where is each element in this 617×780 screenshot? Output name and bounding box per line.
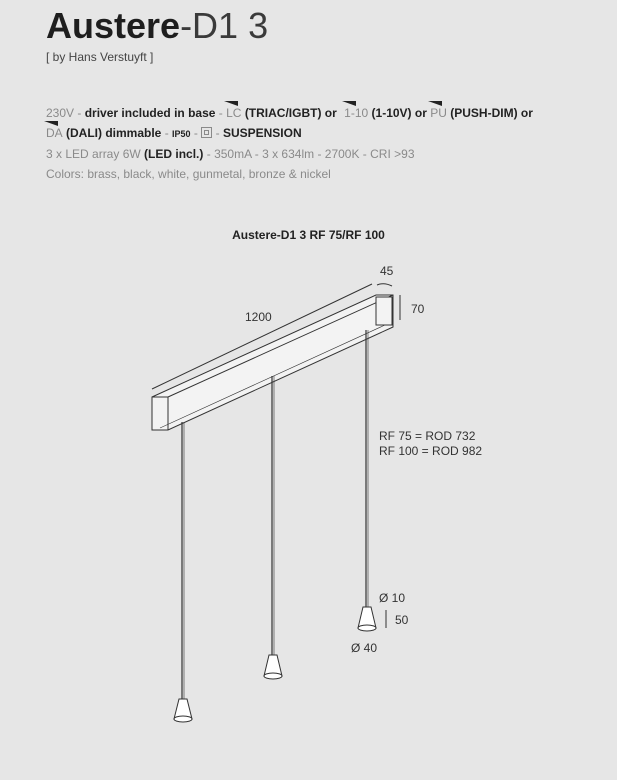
designer-byline: [ by Hans Verstuyft ] bbox=[46, 50, 154, 64]
dim-pu-symbol: PU bbox=[430, 106, 447, 120]
dim-da-symbol: DA bbox=[46, 126, 63, 140]
driver-text: driver included in base bbox=[84, 106, 216, 120]
dim-height: 70 bbox=[411, 302, 425, 316]
voltage: 230V bbox=[46, 106, 75, 120]
dim-110-symbol: 1-10 bbox=[344, 106, 368, 120]
led-included: (LED incl.) bbox=[144, 147, 204, 161]
dim-length: 1200 bbox=[245, 310, 272, 324]
dim-diameter-top: Ø 10 bbox=[379, 591, 406, 605]
v110-description: (1-10V) or bbox=[371, 106, 427, 120]
mount-type: SUSPENSION bbox=[222, 126, 302, 140]
ip-rating: IP50 bbox=[172, 129, 191, 139]
led-suffix: - 350mA - 3 x 634lm - 2700K - CRI >93 bbox=[206, 147, 415, 161]
rod-rf100: RF 100 = ROD 982 bbox=[379, 444, 483, 458]
width-dimension-line bbox=[377, 284, 392, 286]
lc-description: (TRIAC/IGBT) or bbox=[244, 106, 337, 120]
colors-line: Colors: brass, black, white, gunmetal, bronze & nickel bbox=[46, 167, 331, 181]
dim-diameter-bottom: Ø 40 bbox=[351, 641, 378, 655]
rod-rf75: RF 75 = ROD 732 bbox=[379, 429, 476, 443]
shade-middle bbox=[264, 655, 282, 679]
diagram-title: Austere-D1 3 RF 75/RF 100 bbox=[232, 228, 385, 242]
pu-description: (PUSH-DIM) or bbox=[450, 106, 533, 120]
spec-line-driver: 230V - driver included in base - LC (TRIAC/IGBT) or 1-10 (1-10V) or PU (PUSH-DIM) or bbox=[46, 106, 533, 120]
product-model: -D1 3 bbox=[180, 5, 269, 46]
spec-line-dali: DA (DALI) dimmable - IP50 - - SUSPENSION bbox=[46, 126, 302, 140]
dim-shade-height: 50 bbox=[395, 613, 409, 627]
shade-left bbox=[174, 699, 192, 722]
product-name: Austere bbox=[46, 5, 181, 46]
dim-lc-symbol: LC bbox=[226, 106, 241, 120]
led-prefix: 3 x LED array 6W bbox=[46, 147, 141, 161]
da-description: (DALI) dimmable bbox=[66, 126, 162, 140]
shade-right bbox=[358, 607, 376, 631]
dim-width: 45 bbox=[380, 264, 394, 278]
